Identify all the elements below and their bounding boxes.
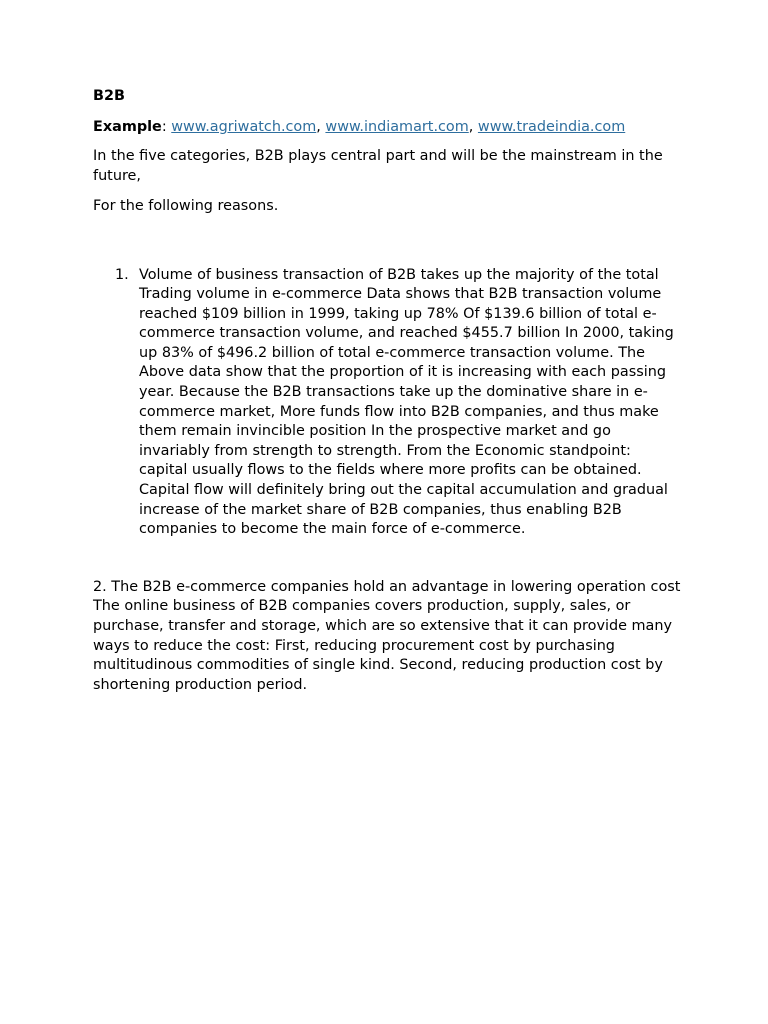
intro-paragraph: In the five categories, B2B plays central part and will be the mainstream in the future, (93, 148, 663, 184)
section-heading: B2B (93, 88, 125, 104)
example-label: Example (93, 119, 162, 135)
link-agriwatch[interactable]: www.agriwatch.com (171, 119, 317, 135)
example-colon: : (161, 119, 172, 135)
document-page (93, 86, 681, 695)
list-item-text: Volume of business transaction of B2B takes up the majority of the total Trading volume in e-commerce Data shows that B2B transaction volume reached $109 billion in 1999, taking up 78% Of $139.6 billion of total e-commerce transaction volume, and reached $455.7 billion In 2000, taking up 83% of $496.2 billion of total e-commerce transaction volume. The Above data show that the proportion of it is increasing with each passing year. Because the B2B transactions take up the dominative share in e-commerce market, More funds flow into B2B companies, and thus make them remain invincible position In the prospective market and go invariably from strength to strength. From the Economic standpoint: capital usually flows to the fields where more profits can be obtained. Capital flow will definitely bring out the capital accumulation and gradual increase of the market share of B2B companies, thus enabling B2B companies to become the main force of e-commerce. (139, 266, 674, 538)
list-item (93, 266, 681, 540)
link-tradeindia[interactable]: www.tradeindia.com (477, 119, 626, 135)
example-line (93, 117, 678, 137)
reasons-list (93, 266, 678, 540)
link-separator: , (316, 119, 326, 135)
link-indiamart[interactable]: www.indiamart.com (325, 119, 469, 135)
second-point-paragraph: 2. The B2B e-commerce companies hold an advantage in lowering operation cost The online business of B2B companies covers production, supply, sales, or purchase, transfer and storage, which are so extensive that it can provide many ways to reduce the cost: First, reducing procurement cost by purchasing multitudinous commodities of single kind. Second, reducing production cost by shortening production period. (93, 578, 681, 693)
link-separator: , (468, 119, 478, 135)
list-item-number: 1. (115, 266, 129, 283)
reasons-lead-paragraph: For the following reasons. (93, 198, 279, 214)
